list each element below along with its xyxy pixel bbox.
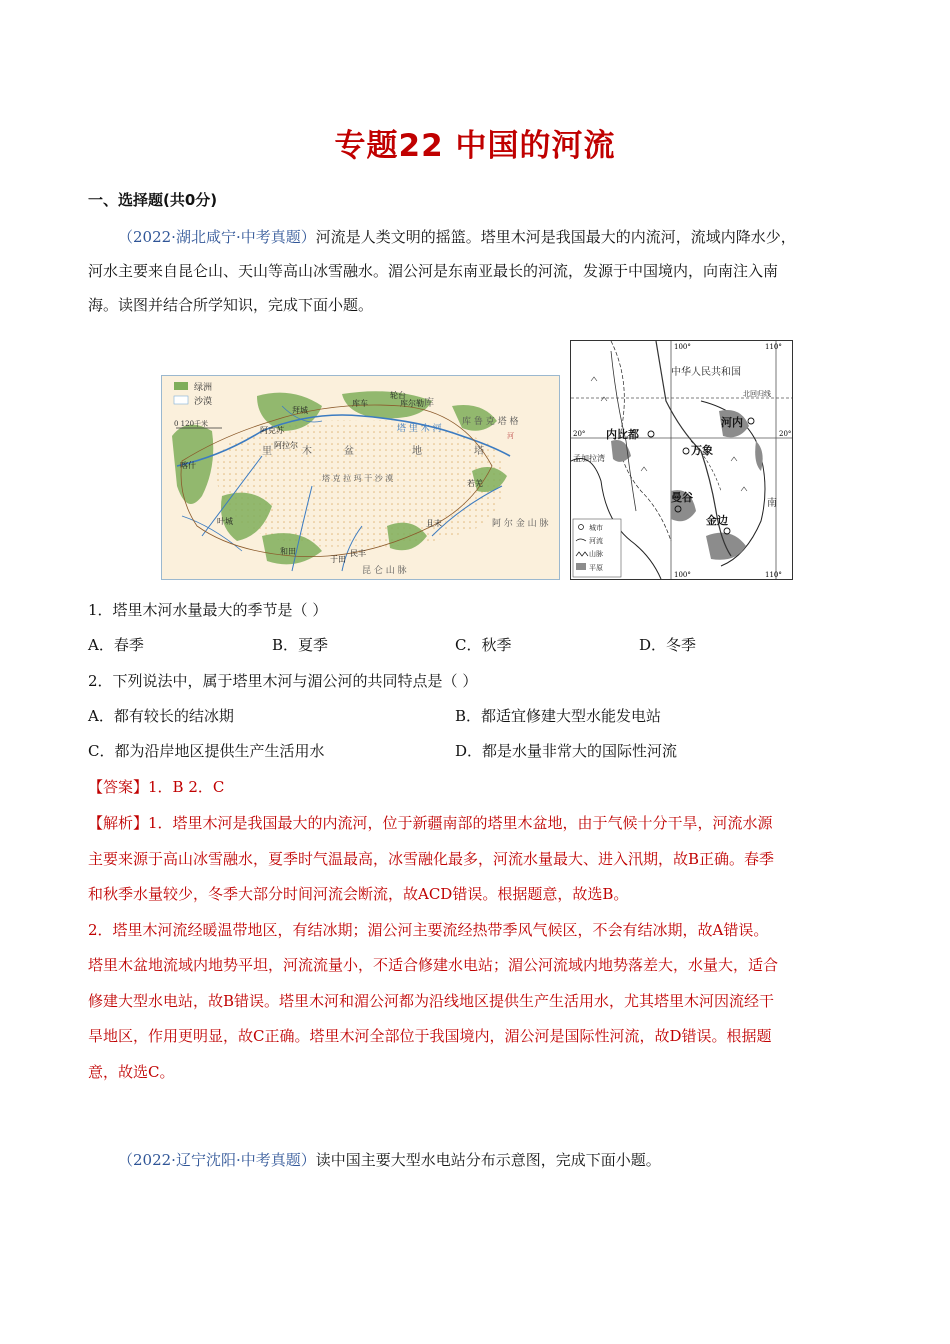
intro-text-line: 河水主要来自昆仑山、天山等高山冰雪融水。湄公河是东南亚最长的河流，发源于中国境内，向南注入南 [88,262,779,280]
map-label: 里 [262,446,286,457]
city-label: 万象 [691,444,713,457]
analysis-line: 主要来源于高山冰雪融水，夏季时气温最高，冰雪融化最多，河流水量最大、进入汛期，故B正确。春季 [88,849,775,868]
city-label: 内比都 [606,428,639,441]
legend-river: 河流 [589,537,603,545]
mountain-label: 库 鲁 克 塔 格 [462,417,519,427]
mountain-label: 阿 尔 金 山 脉 [492,519,549,529]
lon-label: 100° [674,343,691,351]
map-label: 河 [507,432,514,440]
map-label: 地 [412,446,436,457]
analysis-line: 和秋季水量较少，冬季大部分时间河流会断流，故ACD错误。根据题意，故选B。 [88,885,629,903]
q2-option-a[interactable]: A．都有较长的结冰期 [88,707,234,725]
intro-text-line: 海。读图并结合所学知识，完成下面小题。 [88,296,374,314]
q1-option-c[interactable]: C．秋季 [455,636,512,654]
legend-desert: 沙漠 [194,397,213,407]
tropic-label: 北回归线 [743,390,771,398]
mekong-map [570,340,793,580]
city-label: 曼谷 [671,491,693,504]
sea-label: 南 [767,498,777,509]
tarim-basin-map [161,375,560,580]
lon-label: 110° [765,343,782,351]
lon-label: 100° [674,571,691,579]
question-source: （2022·辽宁沈阳·中考真题） [118,1151,316,1169]
question-source: （2022·湖北咸宁·中考真题） [118,228,316,246]
q2-option-b[interactable]: B．都适宜修建大型水能发电站 [455,707,662,725]
q1-option-b[interactable]: B．夏季 [272,636,329,654]
map-label: 叶城 [217,517,233,526]
page-title: 专题22 中国的河流 [334,128,616,164]
q1-option-d[interactable]: D．冬季 [639,636,697,654]
map-label: 阿拉尔 [274,441,298,450]
legend-mountain: 山脉 [589,550,603,558]
city-label: 金边 [706,514,728,527]
mountain-label: 昆 仑 山 脉 [362,566,407,576]
analysis-line: 【解析】1．塔里木河是我国最大的内流河，位于新疆南部的塔里木盆地，由于气候十分干旱，河流水源 [88,814,773,832]
map-label: 库车 [352,399,368,408]
question-1-stem: 1．塔里木河水量最大的季节是（ ） [88,601,328,619]
map-label: 库 [424,398,448,409]
river-label: 塔 里 木 河 [397,424,442,434]
bay-label: 孟加拉湾 [573,454,605,463]
legend-plain: 平原 [589,564,603,572]
intro-text: 读中国主要大型水电站分布示意图，完成下面小题。 [315,1151,661,1169]
map-label: 木 [302,446,326,457]
map-label: 喀什 [180,461,196,470]
lat-label: 20° [573,430,586,438]
analysis-line: 意，故选C。 [88,1062,175,1081]
map-label: 阿克苏 [260,426,284,435]
map-label: 塔 [474,446,498,457]
map-label: 轮台 [390,391,406,400]
intro-paragraph-1 [88,220,863,322]
legend-oasis: 绿洲 [194,383,213,393]
map-label: 且末 [426,519,442,528]
city-label: 河内 [721,416,743,429]
question-2-stem: 2．下列说法中，属于塔里木河与湄公河的共同特点是（ ） [88,672,478,690]
legend-city: 城市 [589,524,603,532]
map-label: 于田 [330,555,346,564]
map-label: 盆 [344,446,368,457]
analysis-line: 修建大型水电站，故B错误。塔里木河和湄公河都为沿线地区提供生产生活用水，尤其塔里木河因流经干 [88,991,775,1010]
map-label: 拜城 [292,406,308,415]
intro-paragraph-2 [88,1143,863,1177]
answer-line: 【答案】1．B 2．C [88,778,225,796]
lon-label: 110° [765,571,782,579]
analysis-line: 2．塔里木河流经暖温带地区，有结冰期；湄公河主要流经热带季风气候区，不会有结冰期，故A错误。 [88,920,769,939]
q2-option-d[interactable]: D．都是水量非常大的国际性河流 [455,742,678,760]
map-label: 和田 [280,547,296,556]
q1-option-a[interactable]: A．春季 [88,636,144,654]
desert-name: 塔 克 拉 玛 干 沙 漠 [322,474,394,483]
country-label: 中华人民共和国 [671,367,741,378]
map-label: 民丰 [350,549,366,558]
map-label: 库尔勒 [400,399,424,408]
lat-label: 20° [779,430,792,438]
analysis-block [88,806,863,1090]
analysis-line: 旱地区，作用更明显，故C正确。塔里木河全部位于我国境内，湄公河是国际性河流，故D错误。根据题 [88,1027,772,1045]
analysis-line: 塔里木盆地流域内地势平坦，河流流量小，不适合修建水电站；湄公河流域内地势落差大，水量大，适合 [88,956,779,974]
map-label: 若羌 [467,479,483,488]
section-heading: 一、选择题(共0分) [88,191,218,209]
intro-text-line: 河流是人类文明的摇篮。塔里木河是我国最大的内流河，流域内降水少， [315,228,796,246]
q2-option-c[interactable]: C．都为沿岸地区提供生产生活用水 [88,742,325,760]
scale-bar: 0 120千米 [174,420,209,428]
